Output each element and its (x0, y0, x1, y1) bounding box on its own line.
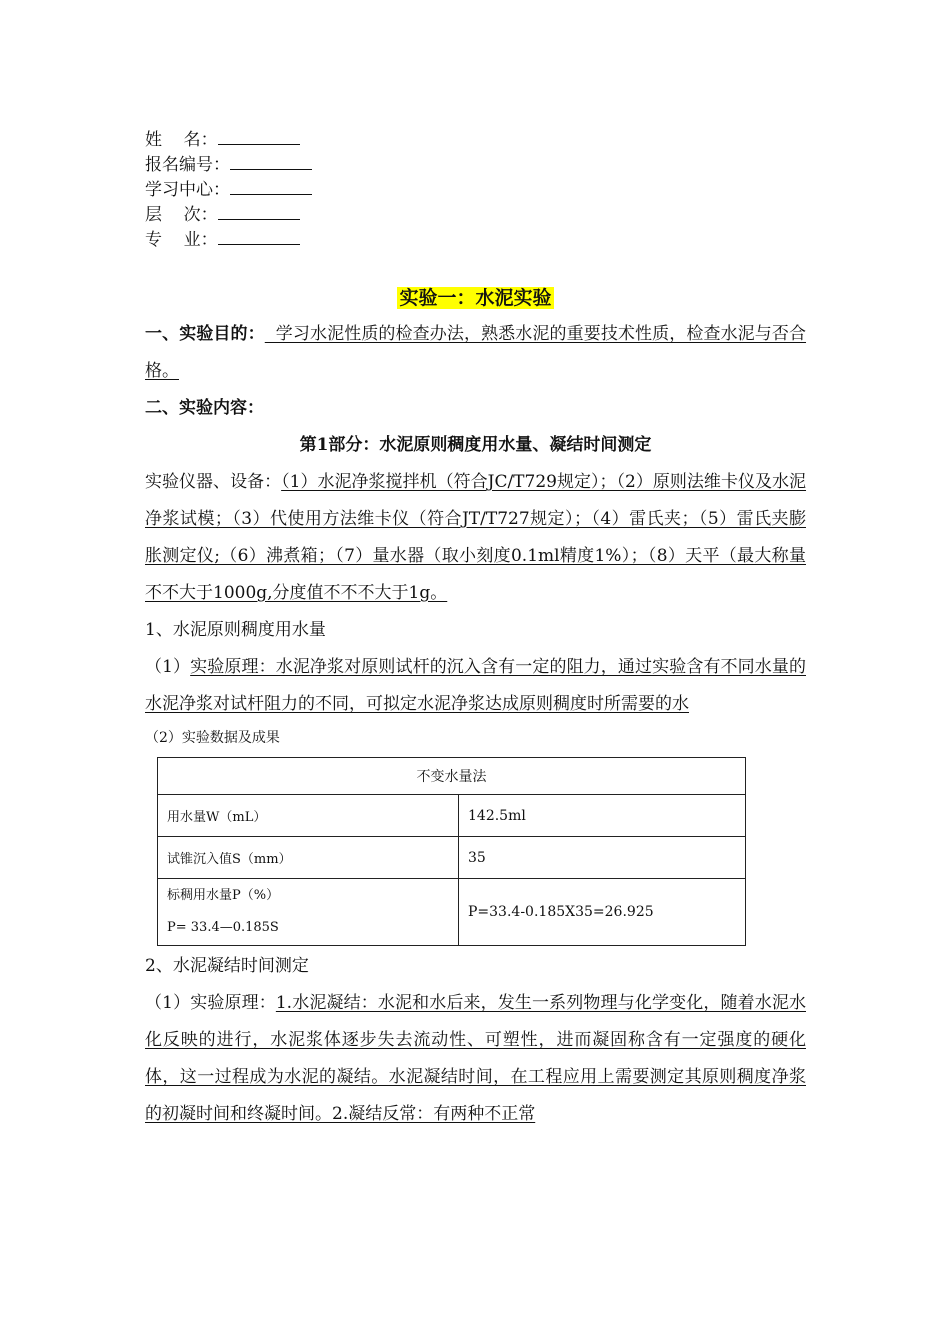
results-table (157, 757, 746, 946)
table-cell-label-line1: 标稠用水量P（%） (167, 888, 280, 903)
section1-principle (145, 649, 806, 723)
table-cell-label: 用水量W（mL） (158, 795, 459, 837)
section2-principle-text: 1.水泥凝结：水泥和水后来，发生一系列物理与化学变化，随着水泥水化反映的进行，水泥浆体逐步失去流动性、可塑性，进而凝固称含有一定强度的硬化体，这一过程成为水泥的凝结。水泥凝结时间，在工程应用上需要测定其原则稠度净浆的初凝时间和终凝时间。2.凝结反常：有两种不正常 (145, 993, 806, 1124)
table-row (158, 837, 746, 879)
section1-principle-text: 实验原理：水泥净浆对原则试杆的沉入含有一定的阻力，通过实验含有不同水量的水泥净浆对试杆阻力的不同，可拟定水泥净浆达成原则稠度时所需要的水 (145, 657, 806, 714)
purpose-text: 学习水泥性质的检查办法，熟悉水泥的重要技术性质，检查水泥与否合格。 (145, 324, 807, 381)
table-cell-value: 35 (459, 837, 746, 879)
part1-heading: 第1部分：水泥原则稠度用水量、凝结时间测定 (299, 435, 652, 455)
experiment-title (145, 280, 806, 316)
table-cell-value: 142.5ml (459, 795, 746, 837)
registration-label: 报名编号： (145, 155, 230, 175)
student-info-block (145, 126, 312, 251)
section2-heading: 2、水泥凝结时间测定 (145, 956, 309, 976)
main-content (145, 280, 806, 1133)
purpose-paragraph (145, 316, 806, 390)
table-cell-label: 试锥沉入值S（mm） (158, 837, 459, 879)
section1-heading: 1、水泥原则稠度用水量 (145, 620, 326, 640)
section2-principle-prefix: （1）实验原理： (145, 993, 276, 1013)
name-row (145, 126, 312, 151)
table-cell-value: P=33.4-0.185X35=26.925 (459, 879, 746, 946)
major-blank[interactable] (218, 226, 300, 245)
data-results-heading: （2）实验数据及成果 (145, 730, 280, 746)
registration-row (145, 151, 312, 176)
name-blank[interactable] (218, 126, 300, 145)
registration-blank[interactable] (230, 151, 312, 170)
section2-principle (145, 985, 806, 1133)
level-row (145, 201, 312, 226)
table-header: 不变水量法 (158, 758, 746, 795)
instruments-text: （1）水泥净浆搅拌机（符合JC/T729规定）；（2）原则法维卡仪及水泥净浆试模；（3）代使用方法维卡仪（符合JT/T727规定）；（4）雷氏夹；（5）雷氏夹膨胀测定仪;（6）沸煮箱；（7）量水器（取小刻度0.1ml精度1%）；（8）天平（最大称量不不大于1000g,分度值不不不大于1g。 (145, 472, 807, 603)
table-row (158, 795, 746, 837)
table-cell-label (158, 879, 459, 946)
learning-center-blank[interactable] (230, 176, 312, 195)
experiment-title-text: 实验一：水泥实验 (399, 287, 552, 309)
instruments-label: 实验仪器、设备： (145, 472, 282, 492)
major-row (145, 226, 312, 251)
name-label: 姓 名： (145, 130, 218, 150)
content-label: 二、实验内容： (145, 398, 264, 418)
section1-principle-prefix: （1） (145, 657, 191, 677)
level-label: 层 次： (145, 205, 218, 225)
major-label: 专 业： (145, 230, 218, 250)
table-header-row (158, 758, 746, 795)
learning-center-row (145, 176, 312, 201)
table-cell-label-line2: P= 33.4—0.185S (167, 920, 279, 935)
instruments-paragraph (145, 464, 806, 612)
learning-center-label: 学习中心： (145, 180, 230, 200)
level-blank[interactable] (218, 201, 300, 220)
purpose-label: 一、实验目的： (145, 324, 265, 344)
table-row (158, 879, 746, 946)
